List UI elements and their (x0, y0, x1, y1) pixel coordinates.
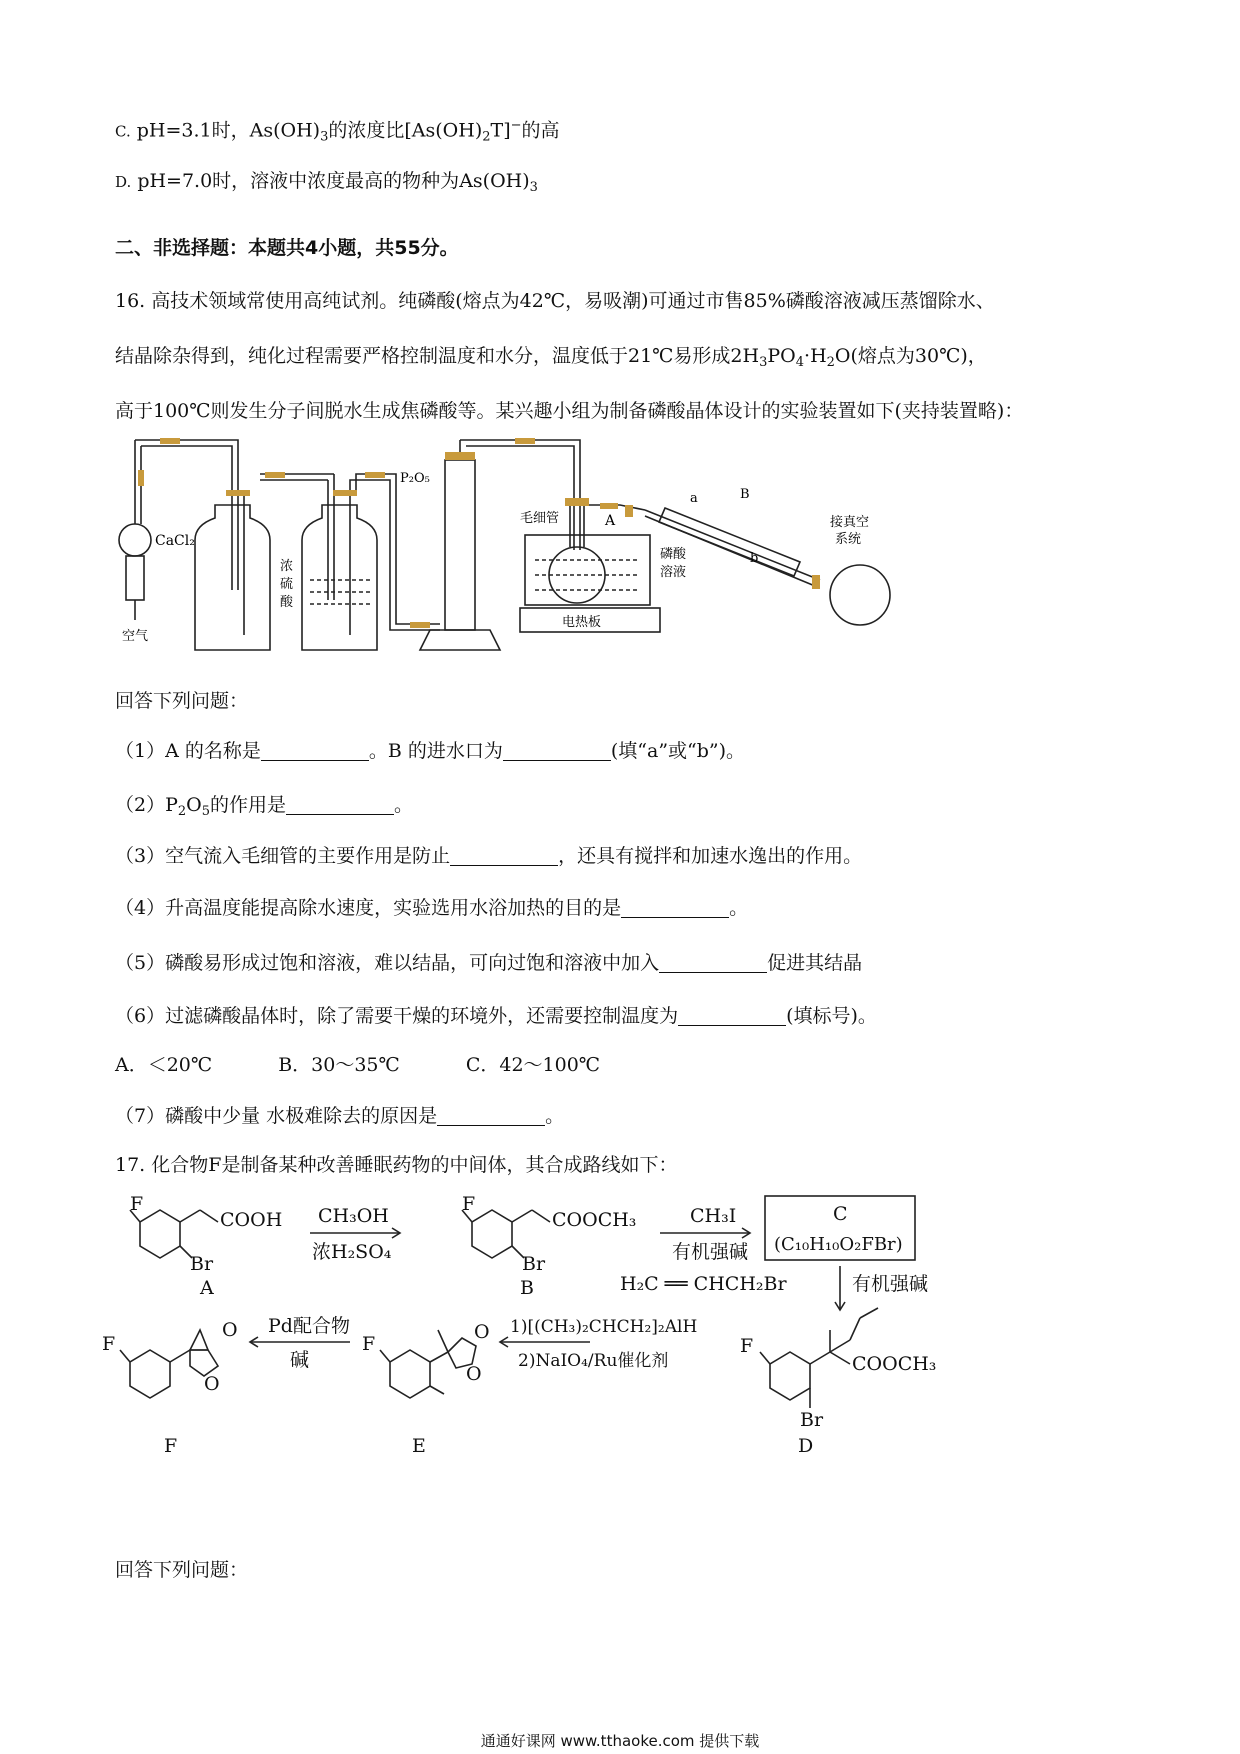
q16-sub-5 (115, 950, 862, 976)
answer-intro: 回答下列问题： (115, 690, 249, 712)
subscript: 2 (826, 355, 835, 370)
r2-bot: 有机强碱 (672, 1241, 749, 1263)
formula: As(OH) (249, 119, 321, 142)
compound-f-ring (130, 1350, 170, 1398)
answer-blank[interactable] (621, 897, 729, 918)
answer-blank[interactable] (503, 740, 611, 761)
q16-sub-4 (115, 895, 748, 921)
label-c: C (833, 1203, 848, 1225)
br-atom: Br (190, 1253, 214, 1275)
r1-top: CH₃OH (318, 1205, 389, 1227)
cyclopropane-f (190, 1330, 208, 1350)
formula: As(OH) (459, 170, 530, 192)
option-c (115, 113, 560, 150)
text: 。 (545, 1105, 565, 1127)
option-letter: C. (115, 122, 131, 141)
formula: T] (490, 119, 511, 142)
r5-bot: 碱 (290, 1349, 310, 1371)
o-atom: O (466, 1363, 482, 1385)
drying-tube-stem (126, 556, 144, 600)
text: （2） (115, 794, 166, 816)
choice-c[interactable]: C．42～100℃ (465, 1054, 601, 1076)
text: ，还具有搅拌和加速水逸出的作用。 (558, 845, 863, 867)
f-atom: F (130, 1193, 144, 1215)
compound-e-ring (390, 1350, 430, 1398)
solution-label-1: 磷酸 (660, 547, 687, 562)
capillary-label: 毛细管 (520, 511, 560, 526)
label-d: D (798, 1435, 814, 1457)
r2-top: CH₃I (690, 1205, 737, 1227)
label-a: A (200, 1277, 214, 1299)
subscript: 5 (201, 804, 211, 819)
label-e: E (412, 1435, 426, 1457)
f-atom: F (102, 1333, 116, 1355)
subscript: 3 (529, 180, 538, 195)
vacuum-label-2: 系统 (835, 532, 862, 547)
heater-label: 电热板 (562, 615, 602, 630)
c-formula: (C₁₀H₁₀O₂FBr) (774, 1234, 903, 1255)
r3-right: 有机强碱 (852, 1273, 929, 1295)
q16-sub-3 (115, 843, 862, 869)
section-heading: 二、非选择题：本题共4小题，共55分。 (115, 237, 459, 259)
option-letter: D. (115, 173, 132, 191)
option-d (115, 168, 538, 201)
text: O(熔点为30℃)， (834, 345, 987, 367)
subscript: 2 (482, 129, 491, 145)
q16-sub-2 (115, 792, 413, 825)
text: (填标号)。 (786, 1005, 877, 1027)
cacl2-label: CaCl₂ (155, 533, 195, 549)
option-text: pH=7.0时，溶液中浓度最高的物种为 (137, 170, 460, 192)
o-atom: O (474, 1321, 490, 1343)
text: （3）空气流入毛细管的主要作用是防止 (115, 845, 451, 867)
answer-blank[interactable] (261, 740, 369, 761)
text: 。B 的进水口为 (368, 740, 503, 762)
p2o5-label: P₂O₅ (400, 471, 430, 486)
d-group: COOCH₃ (852, 1353, 937, 1375)
receiver-flask (830, 565, 890, 625)
text: (填“a”或“b”)。 (610, 740, 746, 762)
drying-tube-bulb (119, 524, 151, 556)
r1-bot: 浓H₂SO₄ (312, 1241, 392, 1263)
r4-top: 1)[(CH₃)₂CHCH₂]₂AlH (510, 1317, 698, 1337)
wash-bottle-2 (302, 505, 377, 650)
superscript: − (510, 118, 522, 133)
br-atom: Br (800, 1409, 824, 1431)
subscript: 2 (177, 804, 187, 819)
text: 的作用是 (210, 794, 287, 816)
answer-blank[interactable] (678, 1005, 786, 1026)
text: （6）过滤磷酸晶体时，除了需要干燥的环境外，还需要控制温度为 (115, 1005, 679, 1027)
choice-a[interactable]: A．＜20℃ (115, 1054, 213, 1076)
o-atom: O (204, 1373, 220, 1395)
option-text: 的浓度比[As(OH) (328, 119, 483, 142)
text: （4）升高温度能提高除水速度，实验选用水浴加热的目的是 (115, 897, 622, 919)
q16-line-2 (115, 343, 987, 376)
acid-label-2: 硫 (280, 577, 294, 592)
subscript: 4 (795, 355, 805, 370)
a-group: COOH (220, 1209, 283, 1231)
br-atom: Br (522, 1253, 546, 1275)
b-group: COOCH₃ (552, 1209, 637, 1231)
text: （1）A 的名称是 (115, 740, 261, 762)
label-b: B (520, 1277, 534, 1299)
text: （5）磷酸易形成过饱和溶液，难以结晶，可向过饱和溶液中加入 (115, 952, 660, 974)
formula: P (165, 794, 178, 816)
q16-sub-1 (115, 738, 745, 764)
synthesis-scheme (100, 1190, 1000, 1470)
answer-blank[interactable] (659, 952, 767, 973)
apparatus-diagram (100, 430, 960, 670)
subscript: 3 (320, 129, 329, 145)
label-f: F (164, 1435, 178, 1457)
q16-line-3: 高于100℃则发生分子间脱水生成焦磷酸等。某兴趣小组为制备磷酸晶体设计的实验装置如下(夹持装置略)： (115, 400, 1024, 422)
answer-blank[interactable] (286, 794, 394, 815)
text: PO (767, 345, 796, 367)
acid-label-3: 酸 (280, 595, 294, 610)
text: 。 (394, 794, 414, 816)
subscript: 3 (759, 355, 768, 370)
f-atom: F (462, 1193, 476, 1215)
q16-sub-7 (115, 1103, 564, 1129)
water-bath (525, 535, 650, 605)
f-atom: F (740, 1335, 754, 1357)
formula: O (186, 794, 202, 816)
f-atom: F (362, 1333, 376, 1355)
answer-blank[interactable] (437, 1105, 545, 1126)
option-text: pH=3.1时， (136, 119, 250, 142)
label-b: B (740, 487, 750, 502)
compound-b-ring (472, 1210, 512, 1258)
r4-bot: 2)NaIO₄/Ru催化剂 (518, 1351, 669, 1371)
q17-answer-intro: 回答下列问题： (115, 1559, 249, 1581)
text: 结晶除杂得到，纯化过程需要严格控制温度和水分，温度低于21℃易形成2H (115, 345, 760, 367)
r5-top: Pd配合物 (268, 1315, 350, 1337)
q16-choices (115, 1052, 600, 1078)
text: （7）磷酸中少量 水极难除去的原因是 (115, 1105, 438, 1127)
q17-line-1: 17. 化合物F是制备某种改善睡眠药物的中间体，其合成路线如下： (115, 1154, 678, 1176)
acid-label-1: 浓 (280, 559, 294, 574)
label-small-a: a (690, 491, 698, 506)
label-a: A (605, 513, 616, 529)
answer-blank[interactable] (450, 845, 558, 866)
option-text: 的高 (521, 119, 560, 142)
r3-left: H₂C ══ CHCH₂Br (620, 1273, 787, 1295)
q16-sub-6 (115, 1003, 877, 1029)
o-atom: O (222, 1319, 238, 1341)
choice-b[interactable]: B．30～35℃ (278, 1054, 400, 1076)
text: 。 (729, 897, 749, 919)
vacuum-label-1: 接真空 (830, 515, 870, 530)
air-label: 空气 (122, 629, 149, 644)
q16-line-1: 16. 高技术领域常使用高纯试剂。纯磷酸(熔点为42℃，易吸潮)可通过市售85%磷酸溶液减压蒸馏除水、 (115, 290, 995, 312)
text: 促进其结晶 (767, 952, 863, 974)
label-small-b: b (750, 551, 759, 566)
footer: 通通好课网 www.tthaoke.com 提供下载 (480, 1732, 760, 1750)
compound-a-ring (140, 1210, 180, 1258)
p2o5-column (445, 460, 475, 630)
text: ·H (804, 345, 827, 367)
solution-label-2: 溶液 (660, 565, 687, 580)
compound-d-ring (770, 1352, 810, 1400)
